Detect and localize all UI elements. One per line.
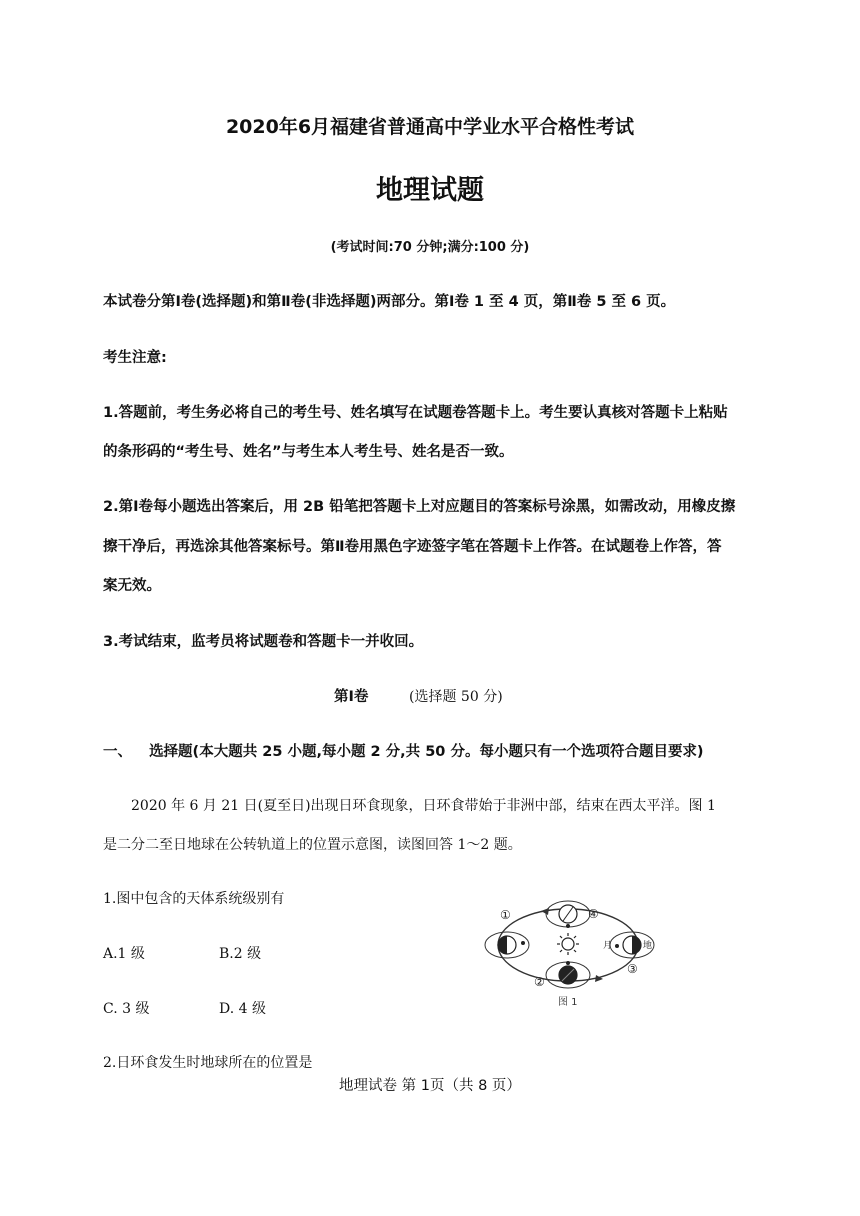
question-1-stem: 1.图中包含的天体系统级别有 — [103, 891, 285, 907]
section-heading — [334, 685, 503, 706]
section-heading-label: 第Ⅰ卷 — [334, 689, 369, 705]
exam-info: (考试时间:70 分钟;满分:100 分) — [330, 240, 530, 255]
passage-line-1: 2020 年 6 月 21 日(夏至日)出现日环食现象，日环食带始于非洲中部，结束在西太平洋。图 1 — [131, 798, 716, 814]
question-1-option-c: C. 3 级 — [103, 1001, 150, 1017]
exam-title: 2020年6月福建省普通高中学业水平合格性考试 — [225, 116, 635, 138]
marker-3: ③ — [627, 962, 638, 976]
passage-line-2: 是二分二至日地球在公转轨道上的位置示意图，读图回答 1～2 题。 — [103, 837, 522, 853]
orbit-diagram — [478, 895, 688, 1010]
notice-2-line-3: 案无效。 — [103, 578, 161, 594]
part-number: 一、 — [103, 744, 132, 760]
notice-1-line-2: 的条形码的“考生号、姓名”与考生本人考生号、姓名是否一致。 — [103, 444, 514, 460]
notice-2-line-1: 2.第Ⅰ卷每小题选出答案后，用 2B 铅笔把答题卡上对应题目的答案标号涂黑，如需改动，用橡皮擦 — [103, 499, 736, 515]
part-title — [103, 740, 704, 761]
part-title-text: 选择题(本大题共 25 小题,每小题 2 分,共 50 分。每小题只有一个选项符合题目要求) — [149, 744, 704, 760]
question-1-option-d: D. 4 级 — [219, 1001, 266, 1017]
notice-1-line-1: 1.答题前，考生务必将自己的考生号、姓名填写在试题卷答题卡上。考生要认真核对答题卡上粘贴 — [103, 405, 728, 421]
question-1-option-b: B.2 级 — [219, 946, 262, 962]
moon-label: 月 — [603, 941, 613, 951]
sun-icon — [557, 933, 579, 955]
notice-3: 3.考试结束，监考员将试题卷和答题卡一并收回。 — [103, 634, 424, 650]
marker-2: ② — [534, 975, 545, 989]
earth-position-2-icon — [546, 961, 590, 988]
orbit-diagram-svg — [478, 895, 688, 1010]
notice-heading: 考生注意: — [103, 350, 167, 366]
earth-label: 地 — [643, 941, 653, 951]
figure-caption: 图 1 — [558, 997, 578, 1008]
question-1-option-a: A.1 级 — [103, 946, 145, 962]
notice-2-line-2: 擦干净后，再选涂其他答案标号。第Ⅱ卷用黑色字迹签字笔在答题卡上作答。在试题卷上作答，答 — [103, 539, 722, 555]
question-2-stem: 2.日环食发生时地球所在的位置是 — [103, 1055, 313, 1071]
page-footer: 地理试卷 第 1页（共 8 页） — [339, 1078, 521, 1094]
subject-title: 地理试题 — [376, 175, 484, 206]
paper-structure-text: 本试卷分第Ⅰ卷(选择题)和第Ⅱ卷(非选择题)两部分。第Ⅰ卷 1 至 4 页，第Ⅱ卷 5 至 6 页。 — [103, 294, 676, 310]
section-heading-note: (选择题 50 分) — [409, 689, 503, 705]
marker-1: ① — [500, 908, 511, 922]
marker-4: ④ — [588, 907, 599, 921]
earth-position-4-icon — [546, 901, 590, 928]
earth-position-1-icon — [485, 932, 529, 958]
